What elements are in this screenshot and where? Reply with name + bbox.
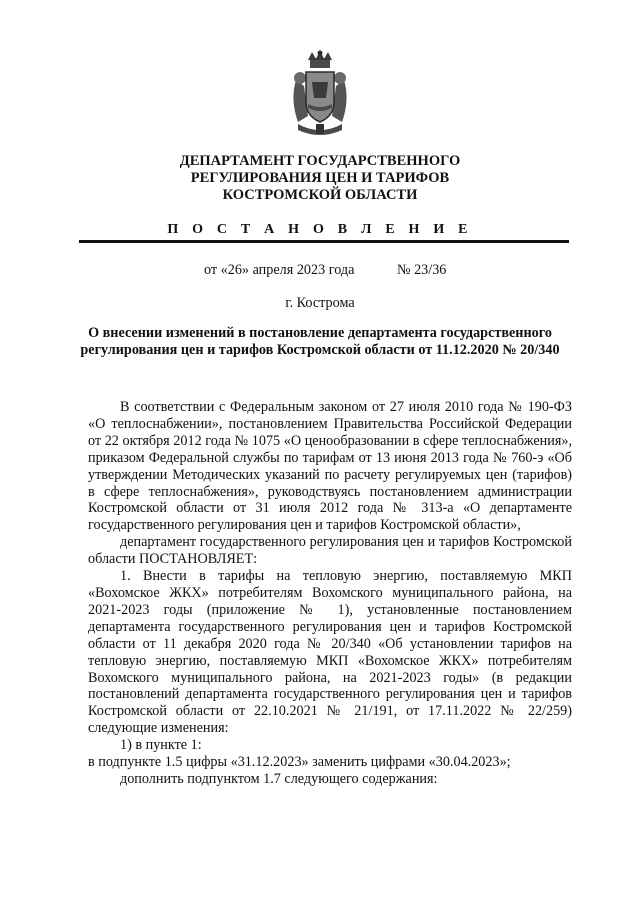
header-line-1: ДЕПАРТАМЕНТ ГОСУДАРСТВЕННОГО (179, 153, 461, 169)
paragraph-preamble: В соответствии с Федеральным законом от 27 июля 2010 года № 190-ФЗ «О теплоснабжении», постановлением Правительства Российской Федерации от 22 октября 2012 года № 1075 «О ценообразовании в сфере теплоснабжения», приказом Федеральной службы по тарифам от 13 июня 2013 года № 760-э «Об утверждении Методических указаний по расчету регулируемых цен (тарифов) в сфере теплоснабжения», руководствуясь постановлением администрации Костромской области от 31 июля 2012 года № 313-а «О департаменте государственного регулирования цен и тарифов Костромской области», (88, 399, 572, 534)
paragraph-subpoint-1-5: в подпункте 1.5 цифры «31.12.2023» заменить цифрами «30.04.2023»; (88, 754, 511, 771)
city: г. Кострома (285, 295, 355, 311)
document-body (88, 399, 572, 788)
decree-label: П О С Т А Н О В Л Е Н И Е (167, 222, 473, 237)
header-line-3: КОСТРОМСКОЙ ОБЛАСТИ (222, 187, 418, 203)
paragraph-subpoint-1-7: дополнить подпунктом 1.7 следующего содержания: (120, 770, 438, 787)
paragraph-subitem-1: 1) в пункте 1: (120, 737, 202, 754)
decree-number: № 23/36 (397, 262, 447, 278)
coat-of-arms-icon (288, 50, 352, 138)
decree-title: О внесении изменений в постановление департамента государственного регулирования цен и тарифов Костромской области от 11.12.2020 № 20/340 (80, 325, 560, 358)
decree-date: от «26» апреля 2023 года (204, 262, 355, 278)
paragraph-resolves: департамент государственного регулирования цен и тарифов Костромской области ПОСТАНОВЛЯЕТ: (88, 534, 572, 568)
paragraph-item-1: 1. Внести в тарифы на тепловую энергию, поставляемую МКП «Вохомское ЖКХ» потребителям Вохомского муниципального района, на 2021-2023 годы (приложение № 1), установленные постановлением департамента государственного регулирования цен и тарифов Костромской области от 11 декабря 2020 года № 20/340 «Об установлении тарифов на тепловую энергию, поставляемую МКП «Вохомское ЖКХ» потребителям Вохомского муниципального района, на 2021-2023 годы» (в редакции постановлений департамента государственного регулирования цен и тарифов Костромской области от 22.10.2021 № 21/191, от 17.11.2022 № 22/259) следующие изменения: (88, 568, 572, 737)
header-divider (79, 240, 569, 243)
header-line-2: РЕГУЛИРОВАНИЯ ЦЕН И ТАРИФОВ (190, 170, 450, 186)
department-header (60, 153, 580, 204)
